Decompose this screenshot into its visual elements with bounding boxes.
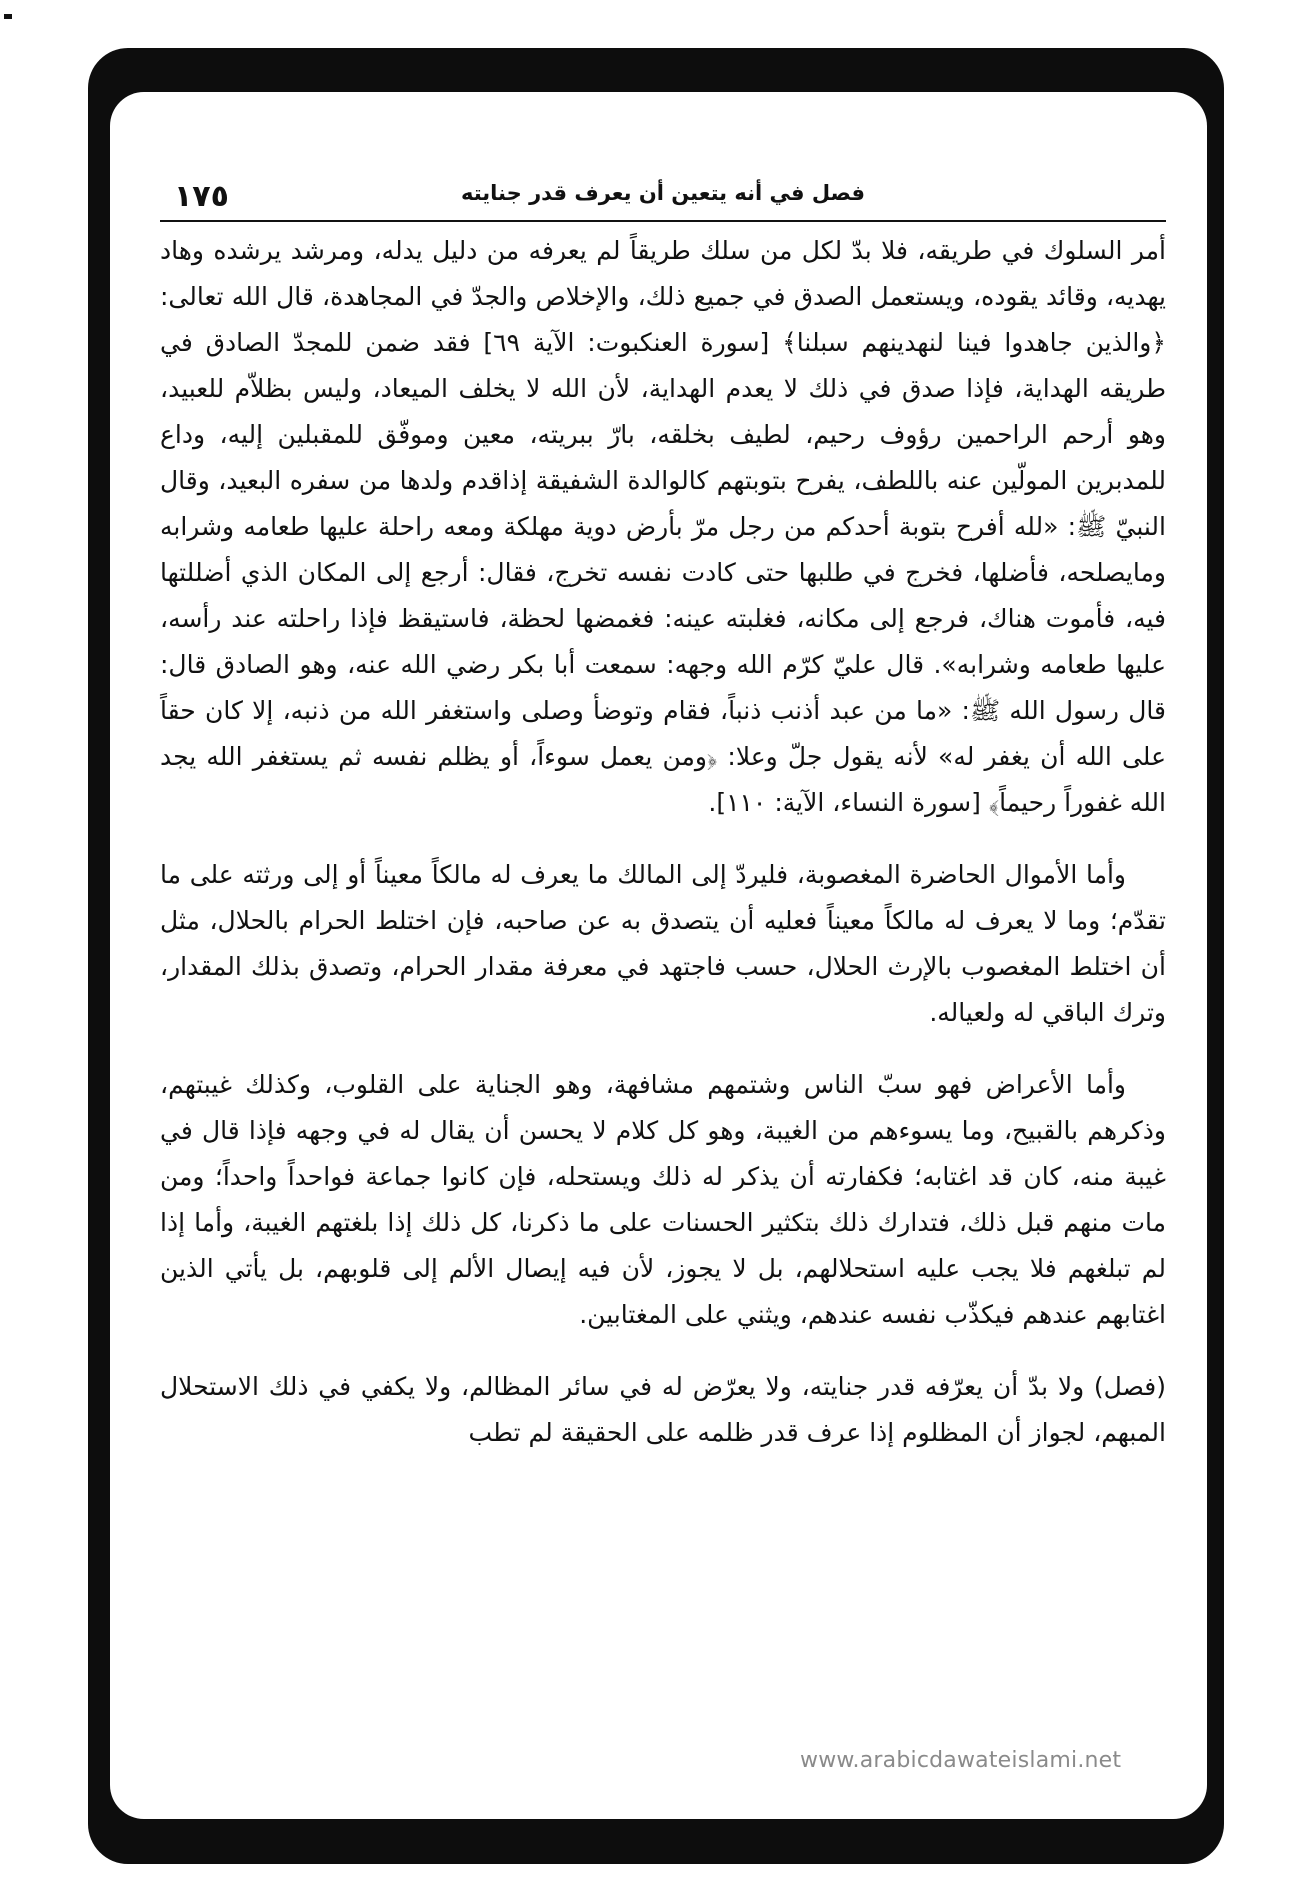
watermark: www.arabicdawateislami.net — [800, 1748, 1122, 1773]
header-rule — [160, 220, 1166, 222]
page-header — [160, 177, 1166, 217]
page-body — [160, 228, 1166, 1482]
paragraph-1: أمر السلوك في طريقه، فلا بدّ لكل من سلك طريقاً لم يعرفه من دليل يدله، ومرشد يرشده وهاد يهديه، وقائد يقوده، ويستعمل الصدق في جميع ذلك، والإخلاص والجدّ في المجاهدة، قال الله تعالى: ﴿والذين جاهدوا فينا لنهدينهم سبلنا﴾ [سورة العنكبوت: الآية ٦٩] فقد ضمن للمجدّ الصادق في طريقه الهداية، فإذا صدق في ذلك لا يعدم الهداية، لأن الله لا يخلف الميعاد، وليس بظلاّم للعبيد، وهو أرحم الراحمين رؤوف رحيم، لطيف بخلقه، بارّ ببريته، معين وموفّق للمقبلين إليه، وداع للمدبرين المولّين عنه باللطف، يفرح بتوبتهم كالوالدة الشفيقة إذاقدم ولدها من سفره البعيد، وقال النبيّ ﷺ: «لله أفرح بتوبة أحدكم من رجل مرّ بأرض دوية مهلكة ومعه راحلة عليها طعامه وشرابه ومايصلحه، فأضلها، فخرج في طلبها حتى كادت نفسه تخرج، فقال: أرجع إلى المكان الذي أضللتها فيه، فأموت هناك، فرجع إلى مكانه، فغلبته عينه: فغمضها لحظة، فاستيقظ فإذا راحلته عند رأسه، عليها طعامه وشرابه». قال عليّ كرّم الله وجهه: سمعت أبا بكر رضي الله عنه، وهو الصادق قال: قال رسول الله ﷺ: «ما من عبد أذنب ذنباً، فقام وتوضأ وصلى واستغفر الله من ذنبه، إلا كان حقاً على الله أن يغفر له» لأنه يقول جلّ وعلا: ﴿ومن يعمل سوءاً، أو يظلم نفسه ثم يستغفر الله يجد الله غفوراً رحيماً﴾ [سورة النساء، الآية: ١١٠]. — [160, 236, 1166, 817]
paragraph-4: (فصل) ولا بدّ أن يعرّفه قدر جنايته، ولا يعرّض له في سائر المظالم، ولا يكفي في ذلك الاستحلال المبهم، لجواز أن المظلوم إذا عرف قدر ظلمه على الحقيقة لم تطب — [160, 1372, 1166, 1447]
running-title: فصل في أنه يتعين أن يعرف قدر جنايته — [460, 181, 866, 205]
scan-mark — [4, 14, 12, 19]
page-number: ١٧٥ — [174, 179, 229, 214]
paragraph-3: وأما الأعراض فهو سبّ الناس وشتمهم مشافهة، وهو الجناية على القلوب، وكذلك غيبتهم، وذكرهم بالقبيح، وما يسوءهم من الغيبة، وهو كل كلام لا يحسن أن يقال له في وجهه فإذا قال في غيبة منه، كان قد اغتابه؛ فكفارته أن يذكر له ذلك ويستحله، فإن كانوا جماعة فواحداً واحداً؛ ومن مات منهم قبل ذلك، فتدارك ذلك بتكثير الحسنات على ما ذكرنا، كل ذلك إذا بلغتهم الغيبة، وأما إذا لم تبلغهم فلا يجب عليه استحلالهم، بل لا يجوز، لأن فيه إيصال الألم إلى قلوبهم، بل يأتي الذين اغتابهم عندهم فيكذّب نفسه عندهم، ويثني على المغتابين. — [160, 1070, 1166, 1329]
paragraph-2: وأما الأموال الحاضرة المغصوبة، فليردّ إلى المالك ما يعرف له مالكاً معيناً أو إلى ورثته على ما تقدّم؛ وما لا يعرف له مالكاً معيناً فعليه أن يتصدق به عن صاحبه، فإن اختلط الحرام بالحلال، مثل أن اختلط المغصوب بالإرث الحلال، حسب فاجتهد في معرفة مقدار الحرام، وتصدق بذلك المقدار، وترك الباقي له ولعياله. — [160, 860, 1166, 1027]
